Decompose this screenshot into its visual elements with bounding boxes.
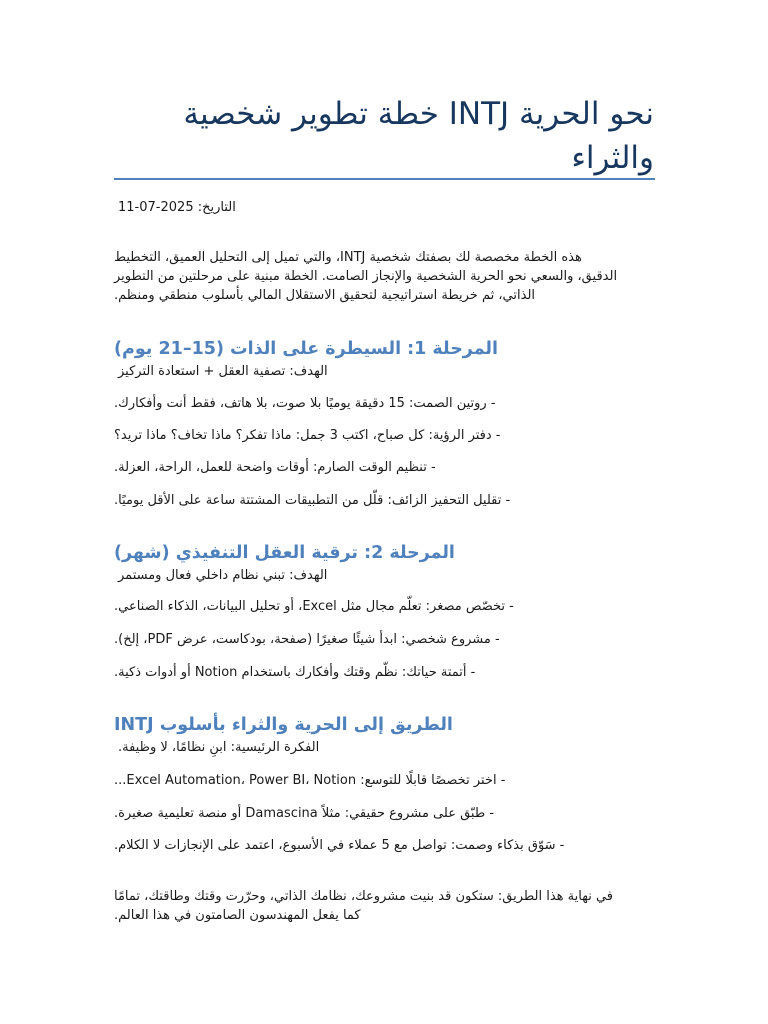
road-item: - طبّق على مشروع حقيقي: مثلاً Damascina أو منصة تعليمية صغيرة. <box>114 806 495 821</box>
document-title <box>114 92 654 180</box>
title-line-2: والثراء <box>571 140 654 176</box>
phase1-item: - تنظيم الوقت الصارم: أوقات واضحة للعمل، الراحة، العزلة. <box>114 460 436 475</box>
phase2-item: - تخصّص مصغر: تعلّم مجال مثل Excel، أو تحليل البيانات، الذكاء الصناعي. <box>114 599 514 614</box>
road-item: - اختر تخصصًا قابلًا للتوسع: Excel Automation، Power BI، Notion... <box>114 773 506 788</box>
phase2-heading: المرحلة 2: ترقية العقل التنفيذي (شهر) <box>114 543 455 563</box>
date-line: التاريخ: 2025-07-11 <box>118 200 236 215</box>
road-goal: الفكرة الرئيسية: ابنِ نظامًا، لا وظيفة. <box>118 740 320 755</box>
phase2-item: - مشروع شخصي: ابدأ شيئًا صغيرًا (صفحة، بودكاست، عرض PDF، إلخ). <box>114 632 500 647</box>
phase1-goal: الهدف: تصفية العقل + استعادة التركيز <box>118 364 328 379</box>
intro-line: والتي تميل إلى التحليل العميق، التخطيط ،INTJ هذه الخطة مخصصة لك بصفتك شخصية <box>114 250 582 265</box>
phase1-item: - روتين الصمت: 15 دقيقة يوميًا بلا صوت، بلا هاتف، فقط أنت وأفكارك. <box>114 396 496 411</box>
phase1-item: - تقليل التحفيز الزائف: قلّل من التطبيقات المشتتة ساعة على الأقل يوميًا. <box>114 493 511 508</box>
title-line-1: نحو الحرية INTJ خطة تطوير شخصية <box>183 96 654 132</box>
intro-line: الدقيق، والسعي نحو الحرية الشخصية والإنجاز الصامت. الخطة مبنية على مرحلتين من التطوير <box>114 269 618 284</box>
road-heading: الطريق إلى الحرية والثراء بأسلوب INTJ <box>114 715 453 735</box>
outro-line: في نهاية هذا الطريق: ستكون قد بنيت مشروعك، نظامك الذاتي، وحرّرت وقتك وطاقتك، تمامًا <box>114 889 614 904</box>
intro-paragraph <box>114 248 655 305</box>
phase1-heading: المرحلة 1: السيطرة على الذات (15–21 يوم) <box>114 339 498 359</box>
outro-line: .كما يفعل المهندسون الصامتون في هذا العالم <box>114 908 361 923</box>
intro-line: .الذاتي، ثم خريطة استراتيجية لتحقيق الاستقلال المالي بأسلوب منطقي ومنظم <box>114 288 536 303</box>
phase2-item: - أتمتة حياتك: نظّم وقتك وأفكارك باستخدام Notion أو أدوات ذكية. <box>114 665 476 680</box>
closing-paragraph <box>114 887 655 925</box>
phase1-item: - دفتر الرؤية: كل صباح، اكتب 3 جمل: ماذا تفكر؟ ماذا تخاف؟ ماذا تريد؟ <box>114 428 501 443</box>
phase2-goal: الهدف: تبني نظام داخلي فعال ومستمر <box>118 568 328 583</box>
road-item: - سَوّق بذكاء وصمت: تواصل مع 5 عملاء في الأسبوع، اعتمد على الإنجازات لا الكلام. <box>114 838 565 853</box>
title-underline <box>114 178 655 180</box>
